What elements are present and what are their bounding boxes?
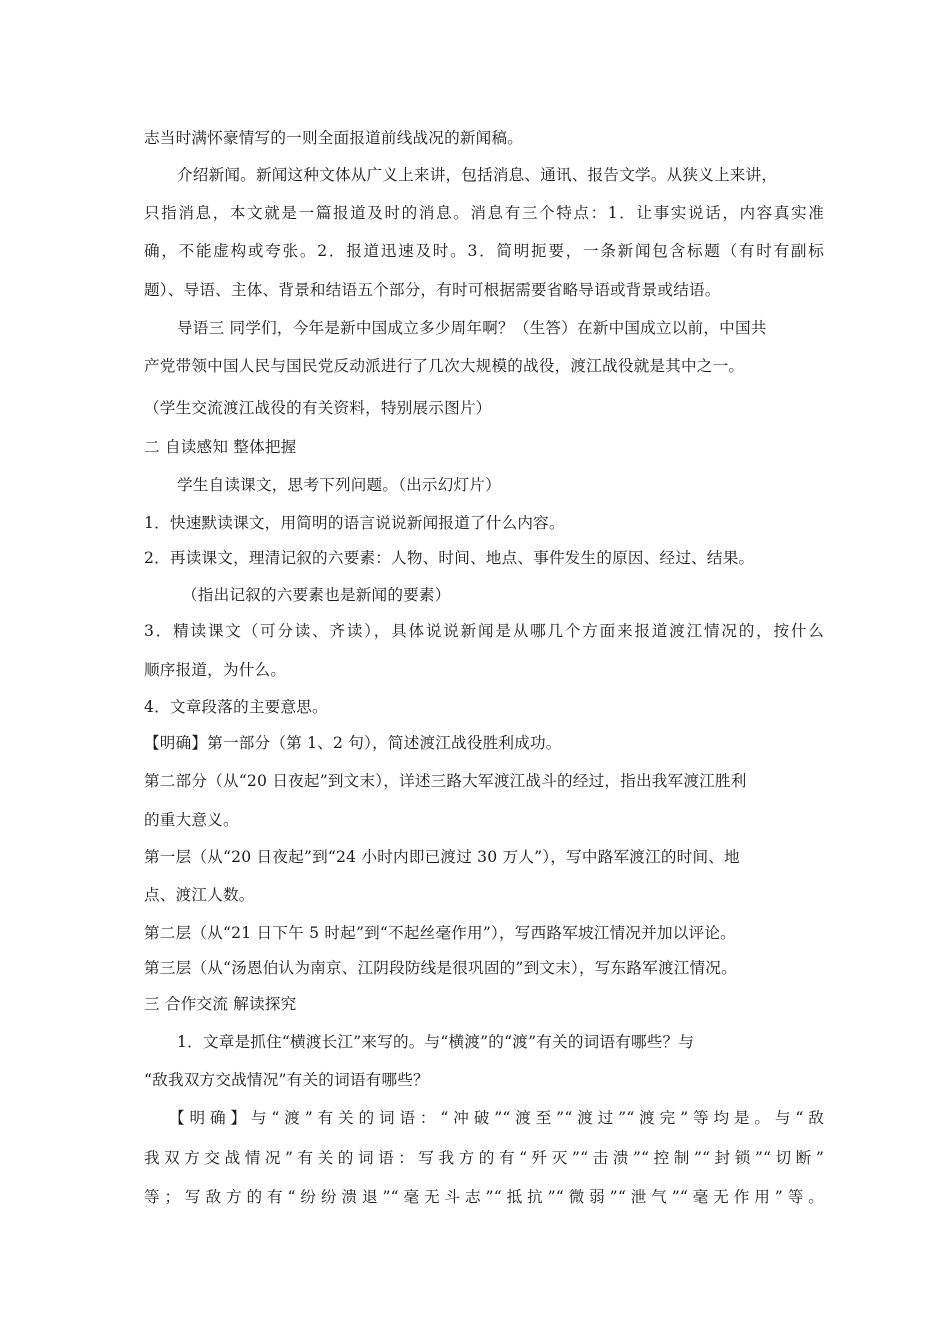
- text-line: 第二部分（从“20 日夜起”到文末），详述三路大军渡江战斗的经过，指出我军渡江胜利: [144, 772, 747, 790]
- text-line: 的重大意义。: [144, 811, 239, 829]
- text-line: 介绍新闻。新闻这种文体从广义上来讲，包括消息、通讯、报告文学。从狭义上来讲，: [177, 166, 778, 184]
- text-line: 点、渡江人数。: [144, 886, 255, 904]
- section-heading: 三 合作交流 解读探究: [144, 995, 297, 1013]
- text-line: 我双方交战情况”有关的词语：写我方的有“歼灭”“击溃”“控制”“封锁”“切断”: [144, 1149, 824, 1167]
- text-line: 第二层（从“21 日下午 5 时起”到“不起丝毫作用”），写西路军坡江情况并加以评论。: [144, 924, 736, 942]
- text-line: 顺序报道，为什么。: [144, 661, 287, 679]
- text-line: （指出记叙的六要素也是新闻的要素）: [182, 586, 451, 604]
- text-line: （学生交流渡江战役的有关资料，特别展示图片）: [144, 399, 492, 417]
- text-line: 确，不能虚构或夸张。2．报道迅速及时。3．简明扼要，一条新闻包含标题（有时有副标: [144, 242, 824, 260]
- list-item: 1．文章是抓住“横渡长江”来写的。与“横渡”的“渡”有关的词语有哪些？与: [177, 1033, 695, 1051]
- text-line: 第三层（从“汤恩伯认为南京、江阴段防线是很巩固的”到文末），写东路军渡江情况。: [144, 959, 737, 977]
- text-line: 导语三 同学们，今年是新中国成立多少周年啊？（生答）在新中国成立以前，中国共: [177, 319, 767, 337]
- section-heading: 二 自读感知 整体把握: [144, 438, 297, 456]
- text-line: 学生自读课文，思考下列问题。（出示幻灯片）: [177, 476, 501, 494]
- text-line: 志当时满怀豪情写的一则全面报道前线战况的新闻稿。: [144, 129, 524, 147]
- text-line: 【明确】与“渡”有关的词语：“冲破”“渡至”“渡过”“渡完”等均是。与“敌: [169, 1109, 824, 1127]
- text-line: “敌我双方交战情况”有关的词语有哪些？: [144, 1071, 429, 1089]
- text-line: 产党带领中国人民与国民党反动派进行了几次大规模的战役，渡江战役就是其中之一。: [144, 357, 745, 375]
- text-line: 【明确】第一部分（第 1、2 句），简述渡江战役胜利成功。: [144, 734, 562, 752]
- text-line: 第一层（从“20 日夜起”到“24 小时内即已渡过 30 万人”），写中路军渡江的时间、地: [144, 848, 740, 866]
- text-line: 题）、导语、主体、背景和结语五个部分，有时可根据需要省略导语或背景或结语。: [144, 281, 721, 299]
- text-line: 只指消息，本文就是一篇报道及时的消息。消息有三个特点：1．让事实说话，内容真实准: [144, 204, 824, 222]
- list-item: 3．精读课文（可分读、齐读），具体说说新闻是从哪几个方面来报道渡江情况的，按什么: [144, 622, 824, 640]
- list-item: 4．文章段落的主要意思。: [144, 698, 328, 716]
- text-line: 等；写敌方的有“纷纷溃退”“毫无斗志”“抵抗”“微弱”“泄气”“毫无作用”等。: [144, 1188, 824, 1206]
- list-item: 1．快速默读课文，用简明的语言说说新闻报道了什么内容。: [144, 514, 565, 532]
- list-item: 2．再读课文，理清记叙的六要素：人物、时间、地点、事件发生的原因、经过、结果。: [144, 549, 755, 567]
